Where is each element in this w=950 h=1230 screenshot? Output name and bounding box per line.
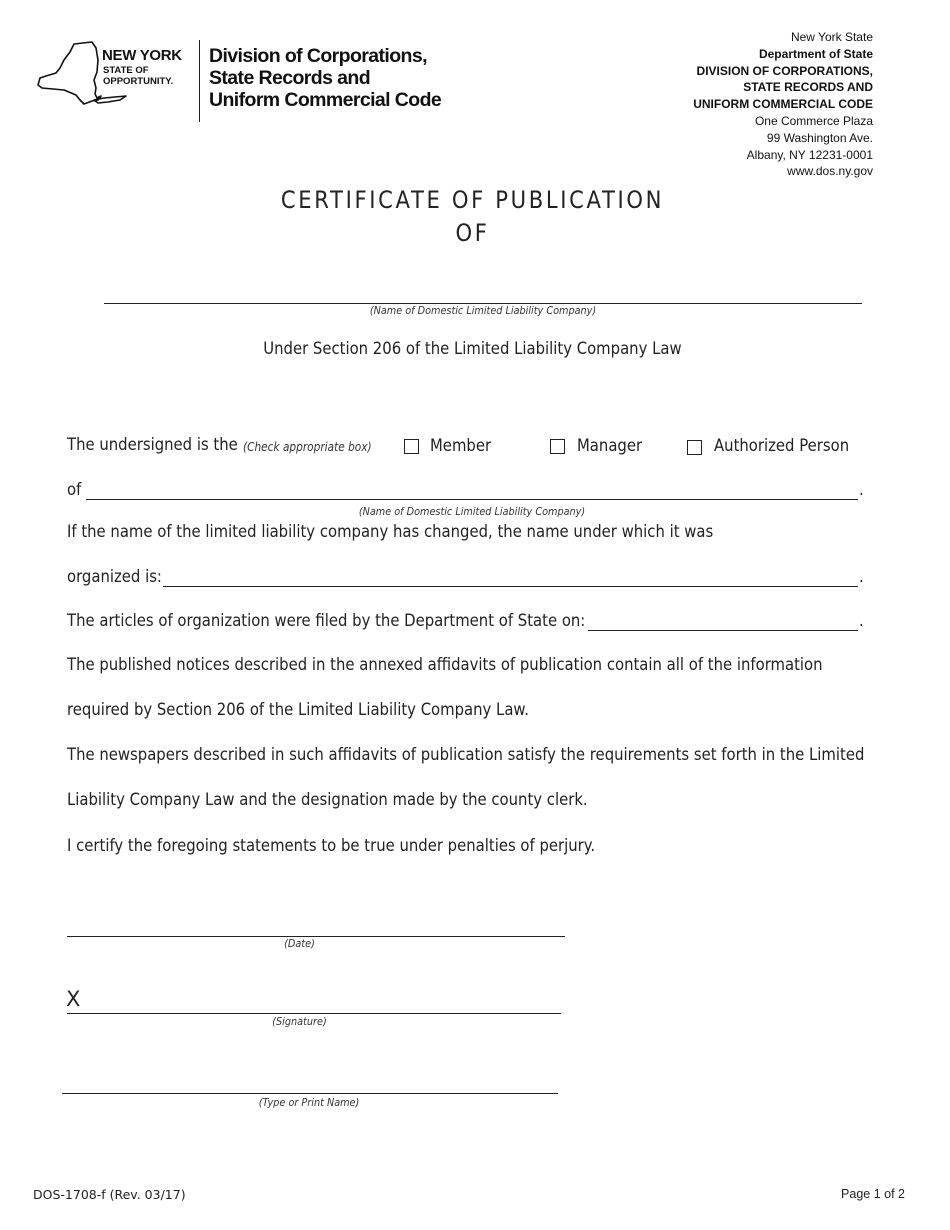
signature-field[interactable] [67, 1013, 561, 1014]
signature-x-mark: X [66, 987, 81, 1011]
address-line: DIVISION OF CORPORATIONS, [696, 63, 873, 78]
date-caption: (Date) [284, 937, 315, 950]
address-line: Albany, NY 12231-0001 [746, 147, 873, 162]
original-name-field[interactable] [163, 586, 858, 587]
of-label: of [67, 480, 82, 499]
period: . [859, 567, 864, 586]
print-name-caption: (Type or Print Name) [258, 1096, 360, 1109]
address-line: UNIFORM COMMERCIAL CODE [693, 97, 873, 112]
address-line: One Commerce Plaza [754, 113, 873, 128]
filed-label: The articles of organization were filed by the Department of State on: [67, 611, 586, 630]
authorized-person-label: Authorized Person [714, 436, 850, 455]
newspaper-paragraph-line1: The newspapers described in such affidavits of publication satisfy the requirements set forth in the Limited [67, 745, 865, 764]
signature-caption: (Signature) [272, 1015, 327, 1028]
notice-paragraph-line1: The published notices described in the annexed affidavits of publication contain all of the information [67, 655, 823, 674]
organized-label: organized is: [67, 567, 162, 586]
certify-statement: I certify the foregoing statements to be true under penalties of perjury. [67, 836, 596, 855]
website-link[interactable]: www.dos.ny.gov [787, 164, 873, 179]
newspaper-paragraph-line2: Liability Company Law and the designation made by the county clerk. [67, 790, 588, 809]
document-title: CERTIFICATE OF PUBLICATION [280, 186, 665, 214]
notice-paragraph-line2: required by Section 206 of the Limited Liability Company Law. [67, 700, 529, 719]
period: . [859, 480, 864, 499]
manager-label: Manager [577, 436, 643, 455]
division-line1: Division of Corporations, [209, 45, 427, 67]
page-number: Page 1 of 2 [841, 1187, 905, 1201]
manager-checkbox[interactable] [550, 439, 565, 454]
print-name-field[interactable] [62, 1093, 558, 1094]
address-line: 99 Washington Ave. [766, 130, 873, 145]
filing-date-field[interactable] [588, 630, 858, 631]
company-name-caption: (Name of Domestic Limited Liability Company) [369, 304, 597, 317]
undersigned-label: The undersigned is the [67, 435, 238, 454]
of-company-name-field[interactable] [86, 499, 858, 500]
authorized-person-checkbox[interactable] [687, 440, 702, 455]
division-name [209, 45, 441, 111]
logo-tagline [103, 66, 173, 87]
member-checkbox[interactable] [404, 439, 419, 454]
document-title-of: OF [455, 219, 490, 247]
member-label: Member [430, 436, 492, 455]
logo-tagline-line1: STATE OF [103, 65, 149, 76]
period: . [859, 611, 864, 630]
of-company-name-caption: (Name of Domestic Limited Liability Company) [358, 505, 586, 518]
address-line: New York State [790, 30, 873, 44]
name-changed-text: If the name of the limited liability company has changed, the name under which it was [67, 522, 714, 541]
under-section-text: Under Section 206 of the Limited Liability Company Law [263, 339, 682, 358]
logo-tagline-line2: OPPORTUNITY. [103, 75, 174, 87]
division-line2: State Records and [209, 67, 371, 89]
logo-divider [199, 40, 200, 122]
check-hint: (Check appropriate box) [243, 440, 372, 454]
address-line: STATE RECORDS AND [743, 80, 873, 95]
agency-address [693, 29, 873, 180]
logo-state-name: NEW YORK [102, 47, 182, 64]
division-line3: Uniform Commercial Code [209, 89, 442, 111]
form-number: DOS-1708-f (Rev. 03/17) [33, 1187, 186, 1202]
address-line: Department of State [758, 46, 873, 61]
